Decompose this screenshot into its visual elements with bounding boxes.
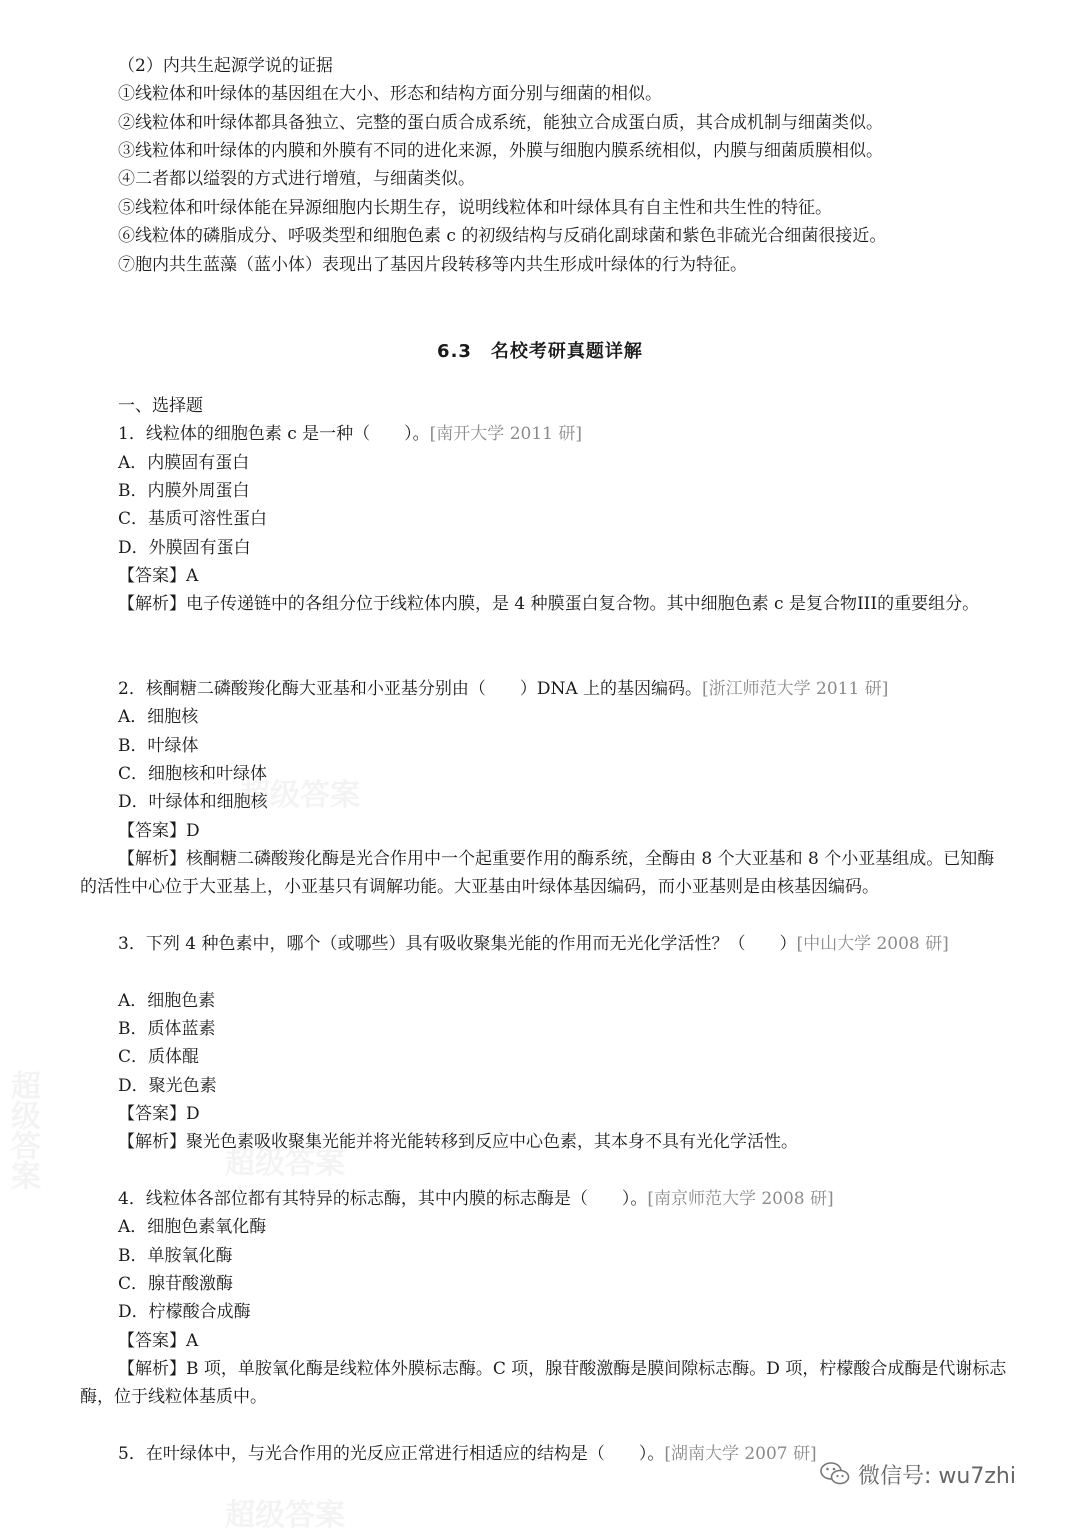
option-item: D．外膜固有蛋白 <box>118 538 251 558</box>
question-stem: 3．下列 4 种色素中，哪个（或哪些）具有吸收聚集光能的作用而无光化学活性？（ ）[中山大学 2008 研] <box>118 934 949 954</box>
question-source: [湖南大学 2007 研] <box>664 1444 817 1464</box>
option-item: C．细胞核和叶绿体 <box>118 764 268 784</box>
option-item: A．细胞色素氧化酶 <box>118 1217 267 1237</box>
option-item: D．柠檬酸合成酶 <box>118 1302 251 1322</box>
part-heading: 一、选择题 <box>118 396 203 416</box>
wechat-icon <box>820 1461 850 1487</box>
answer: 【答案】A <box>118 1331 199 1351</box>
option-item: D．叶绿体和细胞核 <box>118 792 268 812</box>
question-stem: 4．线粒体各部位都有其特异的标志酶，其中内膜的标志酶是（ ）。[南京师范大学 2008 研] <box>118 1189 834 1209</box>
watermark-vertical: 超级答案 <box>5 1070 40 1190</box>
evidence-item: ⑤线粒体和叶绿体能在异源细胞内长期生存，说明线粒体和叶绿体具有自主性和共生性的特征。 <box>118 198 832 218</box>
watermark: 超级答案 <box>225 1498 345 1533</box>
answer: 【答案】D <box>118 1104 200 1124</box>
watermark: 超级答案 <box>225 1146 345 1181</box>
answer: 【答案】A <box>118 566 199 586</box>
evidence-item: ⑥线粒体的磷脂成分、呼吸类型和细胞色素 c 的初级结构与反硝化副球菌和紫色非硫光合细菌很接近。 <box>118 226 887 246</box>
question-source: [南开大学 2011 研] <box>429 424 582 444</box>
question-source: [中山大学 2008 研] <box>796 934 949 954</box>
question-stem: 5．在叶绿体中，与光合作用的光反应正常进行相适应的结构是（ ）。[湖南大学 2007 研] <box>118 1444 817 1464</box>
question-source: [浙江师范大学 2011 研] <box>702 679 889 699</box>
watermark: 超级答案 <box>240 778 360 813</box>
evidence-item: ④二者都以缢裂的方式进行增殖，与细菌类似。 <box>118 169 475 189</box>
option-item: B．质体蓝素 <box>118 1019 216 1039</box>
question-source: [南京师范大学 2008 研] <box>647 1189 834 1209</box>
option-item: C．腺苷酸激酶 <box>118 1274 234 1294</box>
option-item: B．单胺氧化酶 <box>118 1246 233 1266</box>
evidence-item: ①线粒体和叶绿体的基因组在大小、形态和结构方面分别与细菌的相似。 <box>118 84 662 104</box>
option-item: C．质体醌 <box>118 1047 200 1067</box>
section-title: 6.3 名校考研真题详解 <box>437 341 643 362</box>
analysis: 【解析】电子传递链中的各组分位于线粒体内膜，是 4 种膜蛋白复合物。其中细胞色素 c 是复合物III的重要组分。 <box>118 594 980 614</box>
answer: 【答案】D <box>118 821 200 841</box>
wechat-id: 微信号: wu7zhi <box>858 1463 1016 1489</box>
option-item: D．聚光色素 <box>118 1076 217 1096</box>
option-item: B．内膜外周蛋白 <box>118 481 250 501</box>
evidence-item: ②线粒体和叶绿体都具备独立、完整的蛋白质合成系统，能独立合成蛋白质，其合成机制与细菌类似。 <box>118 113 883 133</box>
analysis: 【解析】聚光色素吸收聚集光能并将光能转移到反应中心色素，其本身不具有光化学活性。 <box>118 1132 798 1152</box>
option-item: A．细胞核 <box>118 707 199 727</box>
analysis: 【解析】B 项，单胺氧化酶是线粒体外膜标志酶。C 项，腺苷酸激酶是膜间隙标志酶。D 项，柠檬酸合成酶是代谢标志酶，位于线粒体基质中。 <box>80 1359 1007 1407</box>
option-item: B．叶绿体 <box>118 736 199 756</box>
question-stem: 2．核酮糖二磷酸羧化酶大亚基和小亚基分别由（ ）DNA 上的基因编码。[浙江师范大学 2011 研] <box>118 679 889 699</box>
evidence-item: ⑦胞内共生蓝藻（蓝小体）表现出了基因片段转移等内共生形成叶绿体的行为特征。 <box>118 255 747 275</box>
evidence-heading: （2）内共生起源学说的证据 <box>118 56 333 76</box>
option-item: A．内膜固有蛋白 <box>118 453 250 473</box>
analysis: 【解析】核酮糖二磷酸羧化酶是光合作用中一个起重要作用的酶系统，全酶由 8 个大亚基和 8 个小亚基组成。已知酶的活性中心位于大亚基上，小亚基只有调解功能。大亚基由叶绿体基因编码，而小亚基则是由核基因编码。 <box>80 849 995 897</box>
wechat-badge <box>820 1458 1016 1490</box>
option-item: C．基质可溶性蛋白 <box>118 509 268 529</box>
evidence-item: ③线粒体和叶绿体的内膜和外膜有不同的进化来源，外膜与细胞内膜系统相似，内膜与细菌质膜相似。 <box>118 141 883 161</box>
question-stem: 1．线粒体的细胞色素 c 是一种（ ）。[南开大学 2011 研] <box>118 424 582 444</box>
option-item: A．细胞色素 <box>118 991 216 1011</box>
